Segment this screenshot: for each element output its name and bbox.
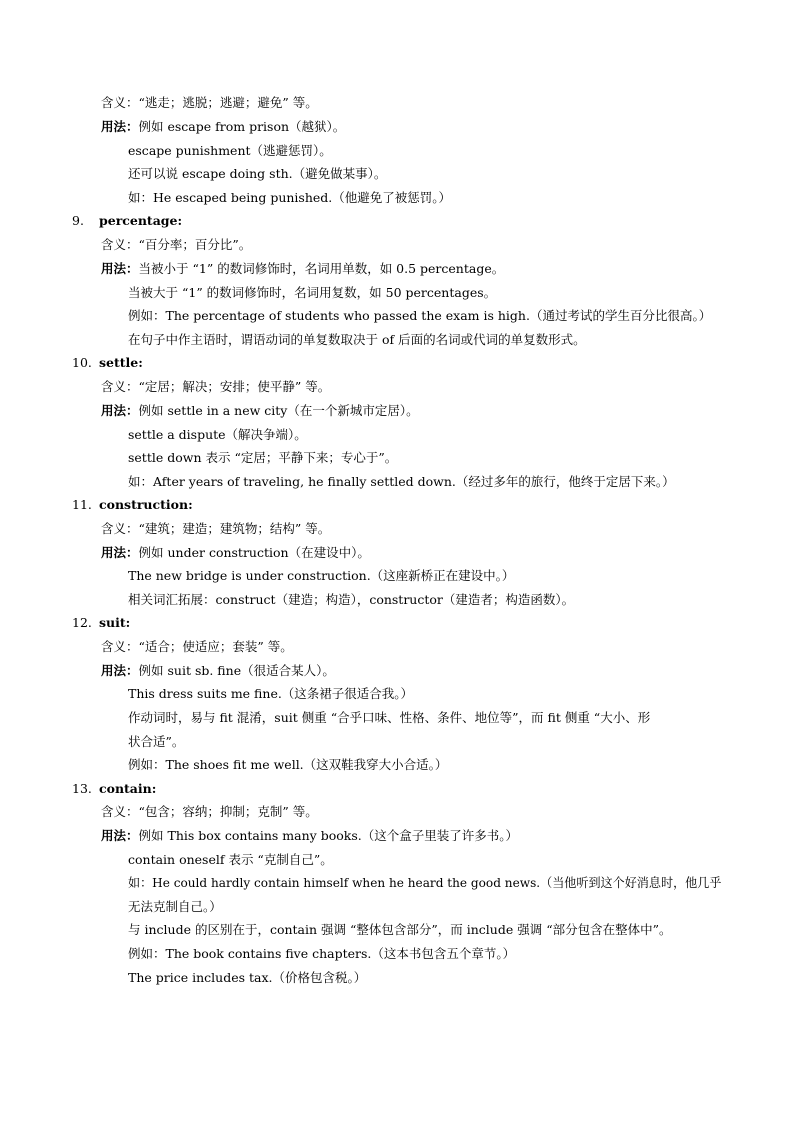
entry-word: contain: xyxy=(99,781,157,796)
entry-line: 状合适”。 xyxy=(128,734,185,749)
entry-word: suit: xyxy=(99,615,131,630)
usage-label: 用法： xyxy=(101,403,139,418)
entry-number: 9. xyxy=(72,213,84,228)
entry-usage xyxy=(101,261,504,277)
entry-line: settle a dispute（解决争端）。 xyxy=(128,427,307,442)
usage-text: 当被小于 “1” 的数词修饰时，名词用单数，如 0.5 percentage。 xyxy=(138,261,505,276)
entry-number: 13. xyxy=(72,781,92,796)
intro-example-line: 如：He escaped being punished.（他避免了被惩罚。） xyxy=(128,190,452,205)
entry-meaning: 含义：“百分率；百分比”。 xyxy=(101,237,252,252)
usage-text: 例如 escape from prison（越狱）。 xyxy=(138,119,346,134)
intro-usage xyxy=(101,119,345,135)
entry-line: The price includes tax.（价格包含税。） xyxy=(128,970,367,985)
usage-label: 用法： xyxy=(101,663,139,678)
entry-meaning: 含义：“包含；容纳；抑制；克制” 等。 xyxy=(101,804,318,819)
entry-usage xyxy=(101,663,335,679)
entry-meaning: 含义：“适合；使适应；套装” 等。 xyxy=(101,639,293,654)
entry-line: 例如：The book contains five chapters.（这本书包含五个章节。） xyxy=(128,946,516,961)
usage-text: 例如 settle in a new city（在一个新城市定居）。 xyxy=(138,403,419,418)
entry-number: 10. xyxy=(72,355,92,370)
usage-text: 例如 This box contains many books.（这个盒子里装了许多书。） xyxy=(138,828,518,843)
entry-number: 12. xyxy=(72,615,92,630)
usage-label: 用法： xyxy=(101,545,139,560)
usage-text: 例如 under construction（在建设中）。 xyxy=(138,545,370,560)
usage-text: 例如 suit sb. fine（很适合某人）。 xyxy=(138,663,335,678)
intro-example-line: escape punishment（逃避惩罚）。 xyxy=(128,143,332,158)
entry-usage xyxy=(101,403,419,419)
entry-line: 例如：The shoes fit me well.（这双鞋我穿大小合适。） xyxy=(128,757,448,772)
usage-label: 用法： xyxy=(101,828,139,843)
usage-label: 用法： xyxy=(101,261,139,276)
intro-example-line: 还可以说 escape doing sth.（避免做某事）。 xyxy=(128,166,387,181)
entry-line: This dress suits me fine.（这条裙子很适合我。） xyxy=(128,686,414,701)
entry-line: 无法克制自己。） xyxy=(128,899,222,914)
entry-usage xyxy=(101,828,518,844)
entry-line: The new bridge is under construction.（这座新桥正在建设中。） xyxy=(128,568,515,583)
entry-line: 如：He could hardly contain himself when he heard the good news.（当他听到这个好消息时，他几乎 xyxy=(128,875,722,890)
entry-line: 与 include 的区别在于，contain 强调 “整体包含部分”，而 include 强调 “部分包含在整体中”。 xyxy=(128,922,672,937)
entry-line: contain oneself 表示 “克制自己”。 xyxy=(128,852,333,867)
entry-line: 例如：The percentage of students who passed the exam is high.（通过考试的学生百分比很高。） xyxy=(128,308,712,323)
entry-meaning: 含义：“定居；解决；安排；使平静” 等。 xyxy=(101,379,331,394)
entry-word: percentage: xyxy=(99,213,183,228)
entry-line: settle down 表示 “定居；平静下来；专心于”。 xyxy=(128,450,398,465)
usage-label: 用法： xyxy=(101,119,139,134)
intro-meaning: 含义：“逃走；逃脱；逃避；避免” 等。 xyxy=(101,95,318,110)
entry-word: construction: xyxy=(99,497,193,512)
entry-line: 如：After years of traveling, he finally settled down.（经过多年的旅行，他终于定居下来。） xyxy=(128,474,675,489)
entry-usage xyxy=(101,545,370,561)
entry-line: 在句子中作主语时，谓语动词的单复数取决于 of 后面的名词或代词的单复数形式。 xyxy=(128,332,586,347)
entry-word: settle: xyxy=(99,355,143,370)
entry-meaning: 含义：“建筑；建造；建筑物；结构” 等。 xyxy=(101,521,331,536)
entry-line: 作动词时，易与 fit 混淆，suit 侧重 “合乎口味、性格、条件、地位等”，而 fit 侧重 “大小、形 xyxy=(128,710,651,725)
entry-number: 11. xyxy=(72,497,92,512)
entry-line: 相关词汇拓展：construct（建造；构造），constructor（建造者；构造函数）。 xyxy=(128,592,575,607)
entry-line: 当被大于 “1” 的数词修饰时，名词用复数，如 50 percentages。 xyxy=(128,285,497,300)
